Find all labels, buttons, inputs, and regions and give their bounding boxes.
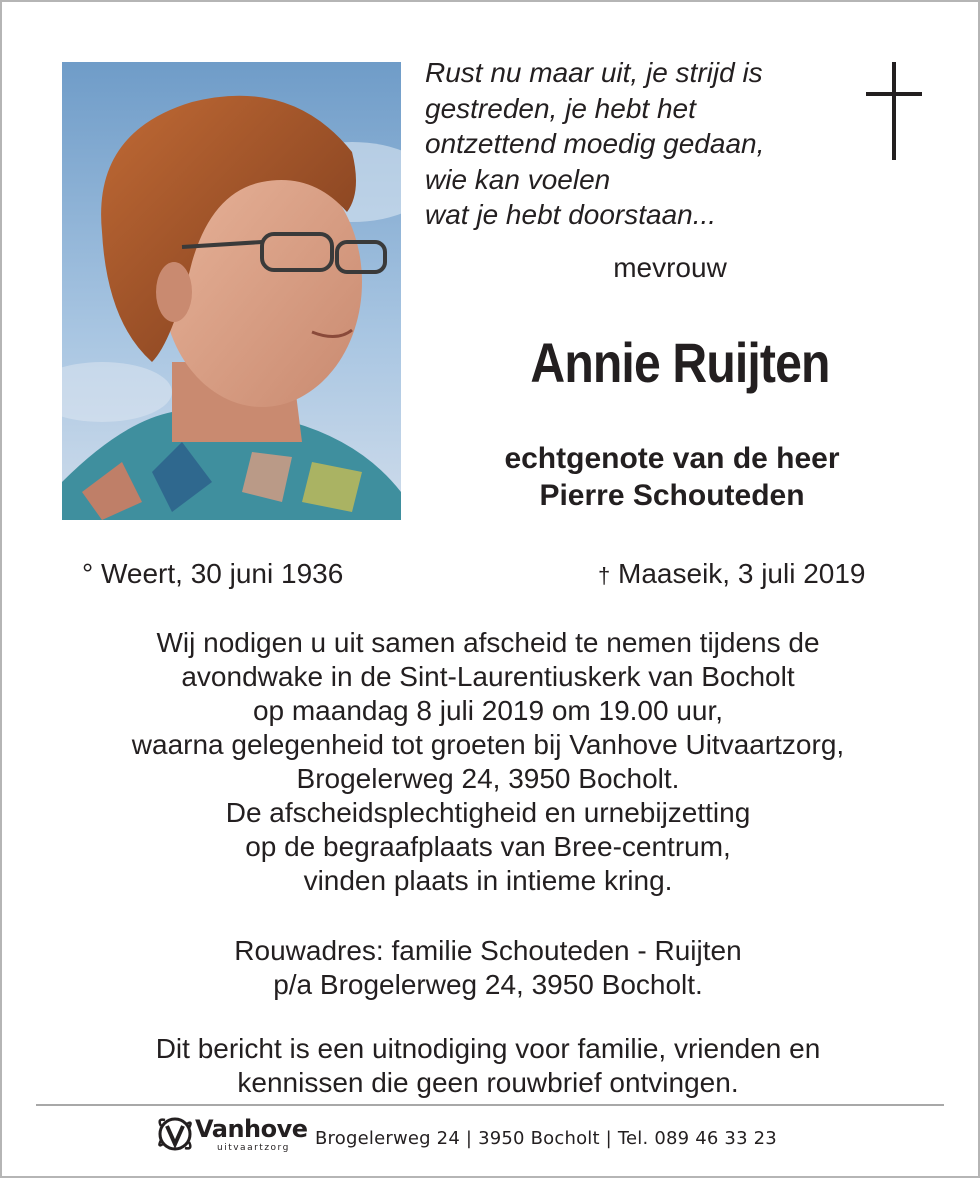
deceased-name: Annie Ruijten: [530, 331, 830, 394]
birth-text: Weert, 30 juni 1936: [100, 558, 344, 589]
cross-icon: [866, 62, 922, 160]
birth-symbol: °: [82, 558, 94, 589]
footer: [155, 1114, 855, 1154]
invitation-line: Wij nodigen u uit samen afscheid te nemen tijdens de: [156, 627, 820, 658]
poem-line: Rust nu maar uit, je strijd is: [425, 57, 763, 88]
address-line: p/a Brogelerweg 24, 3950 Bocholt.: [273, 969, 703, 1000]
poem: [425, 55, 845, 233]
logo-name: Vanhove: [195, 1115, 308, 1143]
spouse-name: Pierre Schouteden: [539, 479, 805, 512]
death-symbol: †: [598, 563, 611, 588]
birth-info: [82, 558, 343, 590]
invitation-line: De afscheidsplechtigheid en urnebijzetting: [225, 797, 751, 828]
address-line: Rouwadres: familie Schouteden - Ruijten: [234, 935, 742, 966]
logo-subtitle: uitvaartzorg: [217, 1143, 290, 1153]
spouse-line: echtgenote van de heer: [504, 442, 840, 475]
poem-line: wat je hebt doorstaan...: [425, 199, 717, 230]
poem-line: wie kan voelen: [425, 163, 611, 195]
invitation-line: op de begraafplaats van Bree-centrum,: [245, 831, 731, 862]
spouse-info: [420, 440, 924, 514]
notice-line: kennissen die geen rouwbrief ontvingen.: [237, 1067, 739, 1098]
death-text: Maaseik, 3 juli 2019: [618, 558, 866, 589]
vanhove-logo-icon: [155, 1114, 195, 1154]
invitation-text: [30, 626, 946, 898]
invitation-line: vinden plaats in intieme kring.: [303, 865, 673, 896]
poem-line: ontzettend moedig gedaan,: [425, 128, 765, 159]
portrait-photo: [62, 62, 401, 520]
invitation-line: op maandag 8 juli 2019 om 19.00 uur,: [252, 695, 724, 726]
invitation-line: Brogelerweg 24, 3950 Bocholt.: [296, 763, 680, 794]
mourning-address: [30, 934, 946, 1002]
death-info: [598, 558, 866, 590]
invitation-line: waarna gelegenheid tot groeten bij Vanhove Uitvaartzorg,: [131, 729, 845, 760]
footer-divider: [36, 1104, 944, 1106]
honorific: mevrouw: [613, 252, 727, 283]
notice-text: [30, 1032, 946, 1100]
invitation-line: avondwake in de Sint-Laurentiuskerk van Bocholt: [181, 661, 795, 692]
notice-line: Dit bericht is een uitnodiging voor familie, vrienden en: [155, 1033, 821, 1064]
poem-line: gestreden, je hebt het: [425, 92, 696, 124]
contact-info: Brogelerweg 24 | 3950 Bocholt | Tel. 089 46 33 23: [315, 1128, 777, 1149]
